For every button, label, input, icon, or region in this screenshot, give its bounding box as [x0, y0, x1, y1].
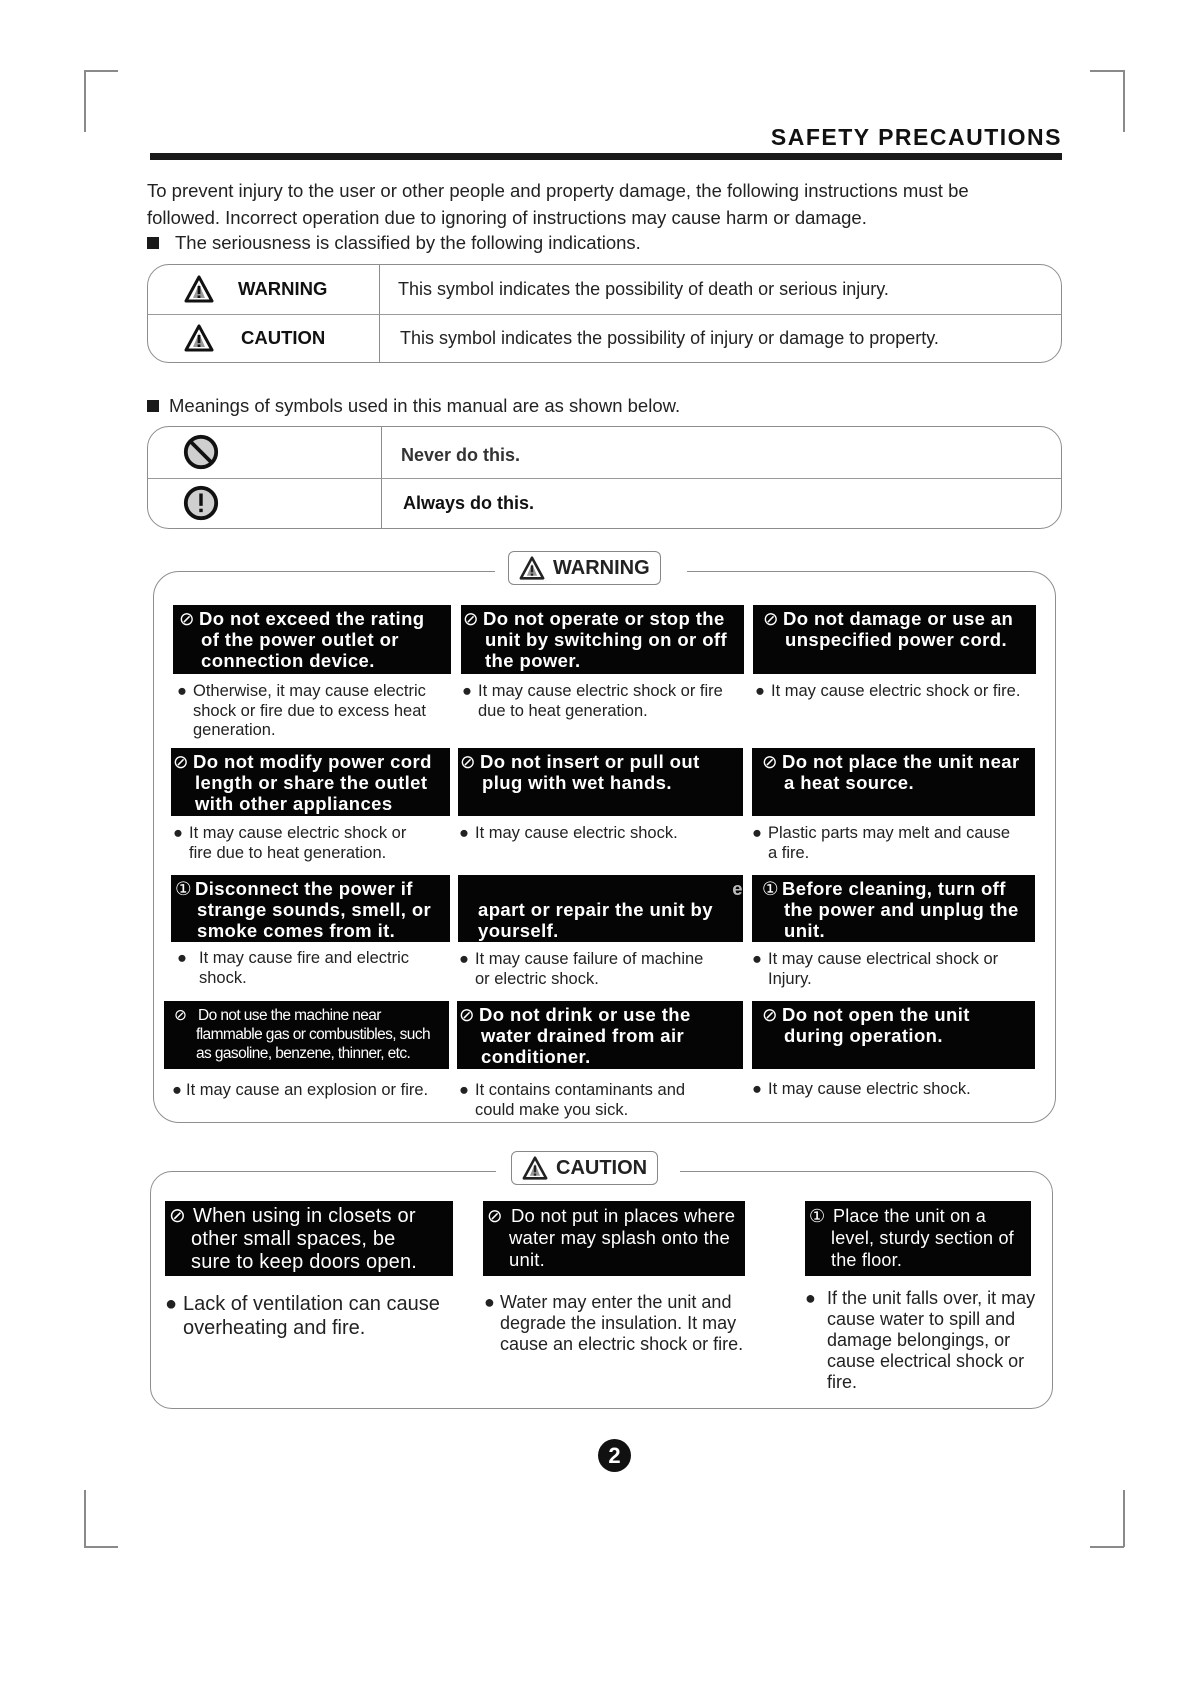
caution-item-header: ⊘ Do not put in places where water may splash onto the unit. [483, 1201, 745, 1276]
indication-row-warning [148, 265, 1061, 314]
prohibited-icon: ⊘ [763, 608, 779, 629]
symbol-cell [148, 479, 382, 529]
bullet-icon: ● [752, 1080, 762, 1098]
warning-item-header: ⊘ Do not place the unit near a heat source. [752, 748, 1035, 816]
bullet-icon: ● [484, 1292, 495, 1312]
crop-mark-bottom-right-v [1123, 1490, 1125, 1547]
bullet-icon: ● [462, 682, 472, 700]
warning-triangle-icon [184, 324, 214, 352]
warning-item-header: ① Before cleaning, turn off the power and unplug the unit. [752, 875, 1035, 942]
crop-mark-bottom-left-v [84, 1490, 86, 1547]
warning-item-header: ⊘ Do not drink or use the water drained from air conditioner. [457, 1001, 743, 1069]
symbols-note-text: Meanings of symbols used in this manual are as shown below. [169, 395, 681, 416]
symbol-row-always [148, 478, 1061, 529]
bullet-icon: ● [459, 950, 469, 968]
warning-item-header: ⊘ Do not exceed the rating of the power outlet or connection device. [173, 605, 451, 674]
warning-triangle-icon [519, 556, 545, 580]
title-rule [150, 153, 1062, 160]
bullet-icon: ● [459, 1081, 469, 1099]
prohibited-icon: ⊘ [762, 1004, 778, 1025]
prohibited-icon: ⊘ [169, 1205, 186, 1227]
prohibited-icon: ⊘ [459, 1004, 475, 1025]
bullet-icon: ● [165, 1293, 178, 1315]
page-number: 2 [598, 1439, 631, 1472]
bullet-icon: ● [755, 682, 765, 700]
bullet-icon: ● [752, 824, 762, 842]
prohibited-icon: ⊘ [487, 1205, 503, 1226]
mandatory-icon: ① [762, 878, 779, 899]
crop-mark-top-left-v [84, 70, 86, 132]
indication-label: CAUTION [241, 327, 326, 349]
bullet-icon: ● [173, 824, 183, 842]
prohibited-icon [182, 433, 220, 471]
warning-item-note: ● Otherwise, it may cause electric shock or fire due to excess heat generation. [177, 682, 426, 739]
prohibited-icon: ⊘ [762, 751, 778, 772]
indication-symbol-cell [148, 265, 380, 314]
bullet-icon: ● [805, 1288, 816, 1308]
square-bullet-icon [147, 237, 159, 249]
warning-item-note: ● It may cause an explosion or fire. [172, 1081, 429, 1099]
warning-item-note: ● It contains contaminants and could make you sick. [459, 1081, 686, 1119]
intro-line-1: To prevent injury to the user or other people and property damage, the following instructions must be [147, 180, 969, 201]
caution-item-header: ⊘ When using in closets or other small spaces, be sure to keep doors open. [165, 1201, 453, 1276]
indication-row-caution [148, 314, 1061, 363]
warning-item-header: ⊘ Do not modify power cord length or share the outlet with other appliances [171, 748, 450, 816]
symbol-meaning: Always do this. [403, 492, 535, 513]
warning-item-header: ⊘ Do not damage or use an unspecified power cord. [753, 605, 1036, 674]
caution-item-note: ● If the unit falls over, it may cause water to spill and damage belongings, or cause electrical shock or fire. [805, 1288, 1036, 1392]
warning-section-label [508, 551, 661, 585]
bullet-icon: ● [177, 682, 187, 700]
warning-item-header: ① Disconnect the power if strange sounds, smell, or smoke comes from it. [171, 875, 450, 942]
seriousness-note [147, 232, 641, 254]
crop-mark-top-left-h [84, 70, 118, 72]
warning-triangle-icon [522, 1156, 548, 1180]
warning-triangle-icon [184, 275, 214, 303]
caution-section-label [511, 1151, 658, 1185]
mandatory-icon [182, 484, 220, 522]
warning-item-header: ⊘ Do not operate or stop the unit by switching on or off the power. [461, 605, 744, 674]
caution-item-header: ① Place the unit on a level, sturdy section of the floor. [805, 1201, 1031, 1276]
symbol-cell [148, 427, 382, 478]
crop-mark-bottom-right-h [1090, 1546, 1124, 1548]
warning-item-note: ● It may cause electric shock. [459, 824, 678, 842]
warning-item-header: ⊘ Do not insert or pull out plug with wet hands. [458, 748, 743, 816]
bullet-icon: ● [172, 1081, 182, 1099]
warning-item-note: ● It may cause electrical shock or Injury. [752, 950, 999, 988]
caution-section-label-text: CAUTION [556, 1156, 648, 1179]
page-title: SAFETY PRECAUTIONS [770, 124, 1062, 150]
indication-description: This symbol indicates the possibility of injury or damage to property. [400, 327, 939, 348]
prohibited-icon: ⊘ [174, 1007, 187, 1024]
mandatory-icon: ① [175, 878, 192, 899]
intro-line-2: followed. Incorrect operation due to ignoring of instructions may cause harm or damage. [147, 207, 867, 228]
warning-section-label-text: WARNING [553, 556, 650, 579]
crop-mark-top-right-h [1090, 70, 1124, 72]
warning-item-note: ● It may cause electric shock or fire due to heat generation. [173, 824, 407, 862]
square-bullet-icon [147, 400, 159, 412]
warning-item-note: ● Plastic parts may melt and cause a fire. [752, 824, 1011, 862]
symbol-meaning: Never do this. [401, 444, 521, 465]
bullet-icon: ● [752, 950, 762, 968]
warning-item-note: ● It may cause failure of machine or electric shock. [459, 950, 704, 988]
symbol-row-never [148, 427, 1061, 478]
seriousness-note-text: The seriousness is classified by the following indications. [175, 232, 641, 253]
caution-item-note: ● Water may enter the unit and degrade the insulation. It may cause an electric shock or fire. [484, 1292, 744, 1354]
prohibited-icon: ⊘ [173, 751, 189, 772]
prohibited-icon: ⊘ [463, 608, 479, 629]
warning-item-note: ● It may cause electric shock or fire due to heat generation. [462, 682, 723, 720]
caution-item-note: ● Lack of ventilation can cause overheating and fire. [165, 1293, 440, 1339]
warning-item-header: ⊘ Do not open the unit during operation. [752, 1001, 1035, 1069]
warning-item-note: ● It may cause fire and electric shock. [177, 949, 410, 987]
crop-mark-top-right-v [1123, 70, 1125, 132]
indication-label: WARNING [238, 278, 328, 300]
mandatory-icon: ① [809, 1206, 826, 1226]
indications-table [147, 264, 1062, 363]
warning-item-header: e apart or repair the unit by yourself. [458, 875, 743, 942]
intro-paragraph [147, 177, 1067, 231]
symbols-note [147, 395, 680, 417]
warning-item-header: ⊘ Do not use the machine near flammable gas or combustibles, such as gasoline, benzene, thinner, etc. [164, 1001, 449, 1069]
prohibited-icon: ⊘ [179, 608, 195, 629]
prohibited-icon: ⊘ [460, 751, 476, 772]
bullet-icon: ● [459, 824, 469, 842]
warning-item-note: ● It may cause electric shock or fire. [755, 682, 1021, 700]
symbols-table [147, 426, 1062, 529]
warning-item-note: ● It may cause electric shock. [752, 1080, 971, 1098]
indication-description: This symbol indicates the possibility of death or serious injury. [398, 278, 889, 299]
crop-mark-bottom-left-h [84, 1546, 118, 1548]
bullet-icon: ● [177, 949, 187, 967]
indication-symbol-cell [148, 315, 380, 363]
